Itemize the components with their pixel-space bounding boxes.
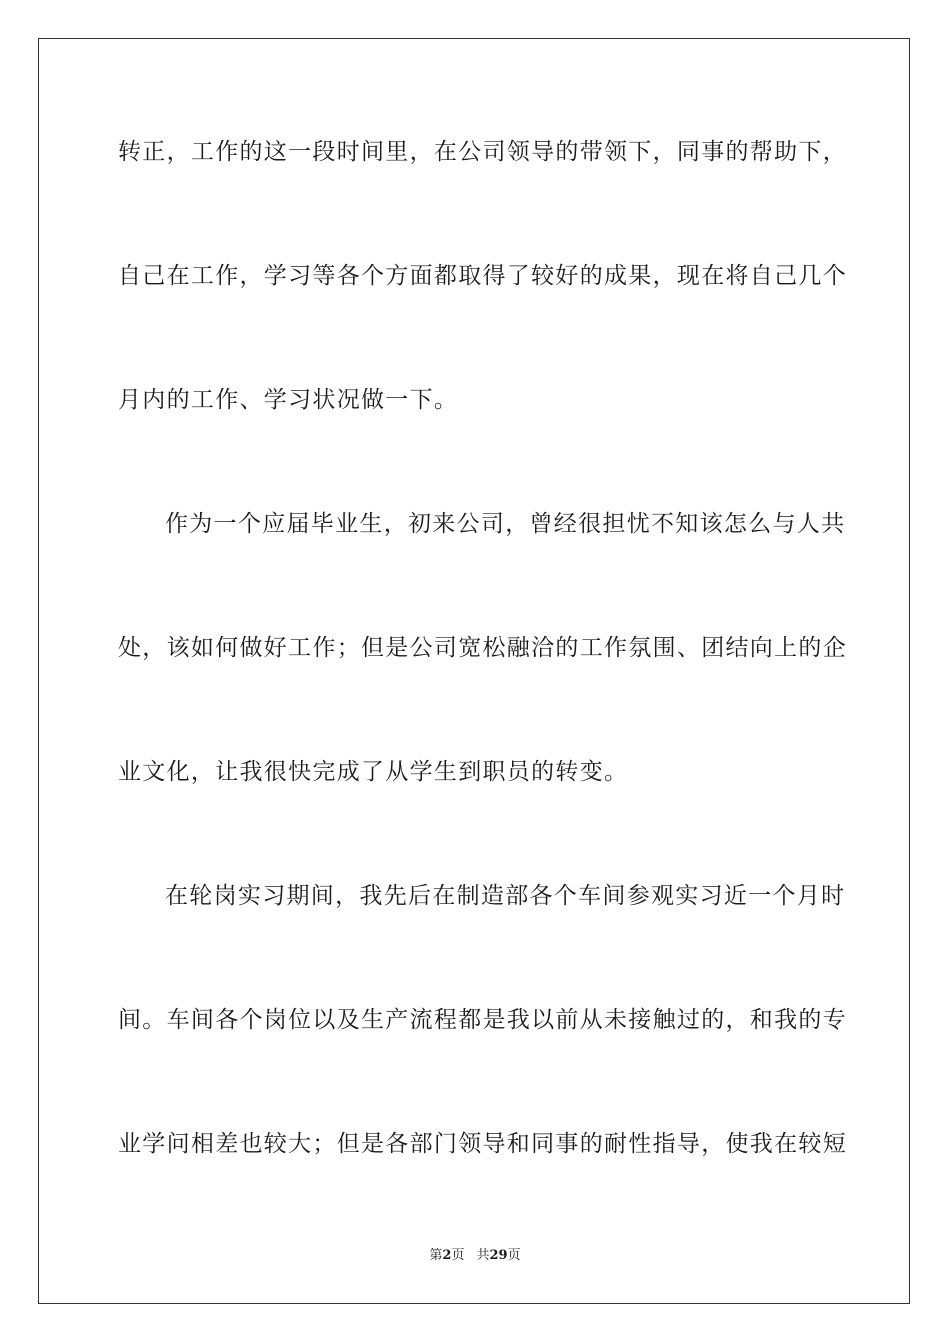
total-prefix: 共 [476,1248,490,1263]
text-line-3: 月内的工作、学习状况做一下。 [118,387,459,413]
text-line-9: 业学问相差也较大；但是各部门领导和同事的耐性指导，使我在较短 [118,1131,847,1157]
page-prefix: 第 [429,1248,443,1263]
total-pages: 29 [489,1248,508,1263]
page-border [38,38,910,1304]
text-line-1: 转正，工作的这一段时间里，在公司领导的带领下，同事的帮助下， [118,139,847,165]
page-suffix: 页 [451,1248,465,1263]
page-number: 2 [442,1248,452,1263]
page-footer [0,1247,950,1265]
text-line-6: 业文化，让我很快完成了从学生到职员的转变。 [118,759,629,785]
text-line-8: 间。车间各个岗位以及生产流程都是我以前从未接触过的，和我的专 [118,1007,847,1033]
text-line-2: 自己在工作，学习等各个方面都取得了较好的成果，现在将自己几个 [118,263,847,289]
text-line-7: 在轮岗实习期间，我先后在制造部各个车间参观实习近一个月时 [165,883,846,909]
text-line-4: 作为一个应届毕业生，初来公司，曾经很担忧不知该怎么与人共 [165,511,846,537]
text-line-5: 处，该如何做好工作；但是公司宽松融洽的工作氛围、团结向上的企 [118,635,847,661]
total-suffix: 页 [507,1248,521,1263]
